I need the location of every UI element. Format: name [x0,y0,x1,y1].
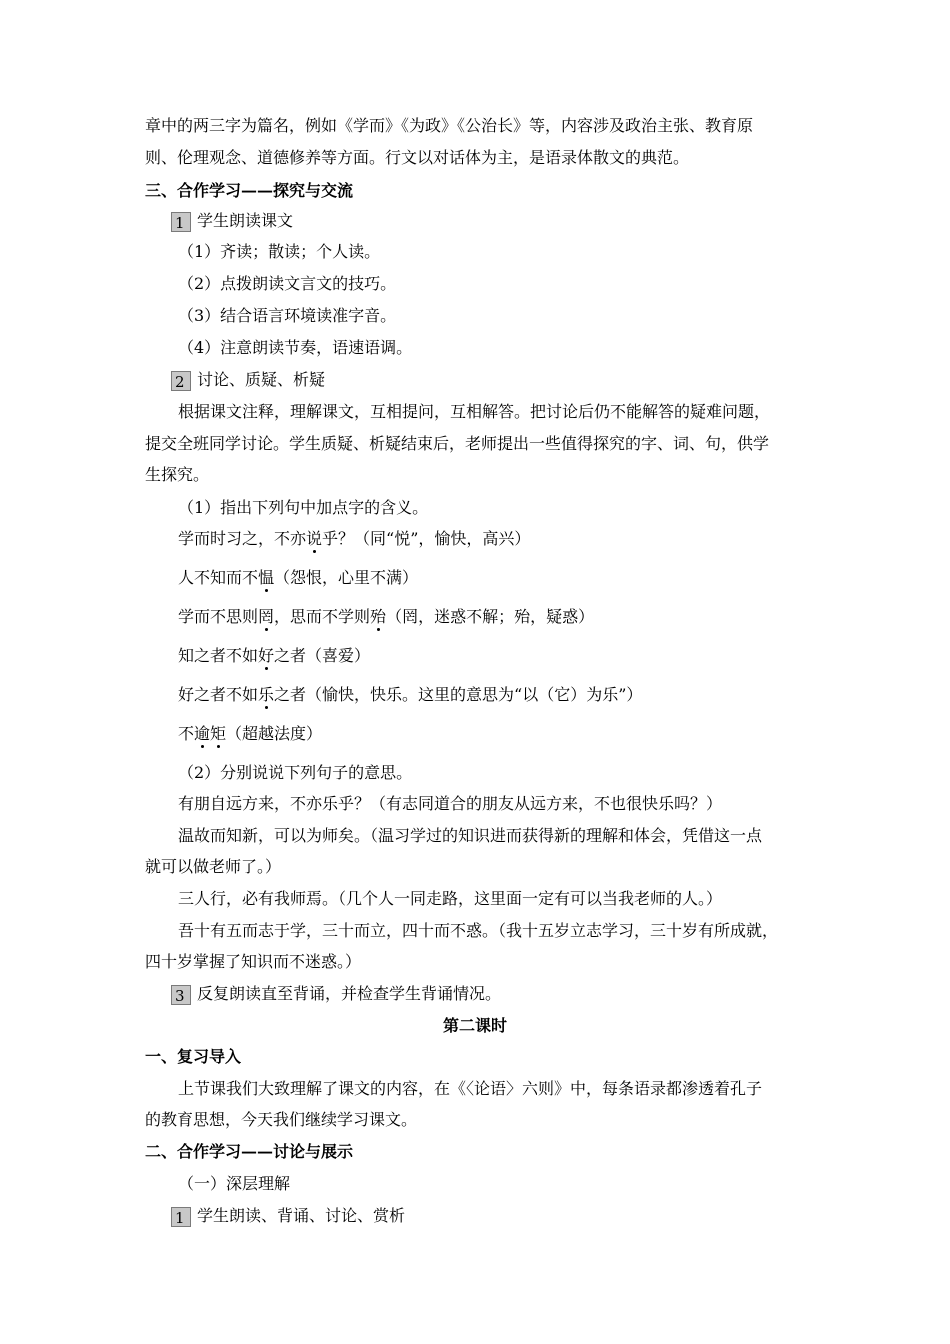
example-text: 好之者不如 [178,685,259,704]
coop-heading: 二、合作学习——讨论与展示 [145,1142,354,1161]
section-3-heading: 三、合作学习——探究与交流 [145,181,354,200]
example-line [178,684,642,706]
example-line [178,567,418,589]
emphasized-char: 乐 [258,685,275,704]
step-title: 学生朗读课文 [197,211,294,230]
step-2-heading [171,369,325,391]
example-text: ，思而不学则 [274,607,371,626]
sub-heading: （一）深层理解 [178,1174,291,1193]
example-gloss: 乎？（同“悦”，愉快，高兴） [322,529,531,548]
sentence-line: 温故而知新，可以为师矣。（温习学过的知识进而获得新的理解和体会，凭借这一点 [178,826,763,845]
example-text: 学而时习之，不亦 [178,529,307,548]
step-1-heading [171,210,293,232]
example-text: 学而不思则 [178,607,259,626]
sentence-line: 四十岁掌握了知识而不迷惑。） [145,952,362,971]
emphasized-char: 矩 [210,724,227,743]
emphasized-char: 愠 [258,568,275,587]
example-line [178,723,322,745]
emphasized-char: 说 [306,529,323,548]
example-gloss: （超越法度） [226,724,323,743]
question-2: （2）分别说说下列句子的意思。 [178,763,413,782]
sentence-line: 三人行，必有我师焉。（几个人一同走路，这里面一定有可以当我老师的人。） [178,889,723,908]
intro-line-1: 章中的两三字为篇名，例如《学而》《为政》《公治长》等，内容涉及政治主张、教育原 [145,116,754,135]
step-title: 学生朗读、背诵、讨论、赏析 [197,1206,406,1225]
paragraph-line: 的教育思想，今天我们继续学习课文。 [145,1110,418,1129]
list-item: （1）齐读；散读；个人读。 [178,242,381,261]
step-title: 反复朗读直至背诵，并检查学生背诵情况。 [197,984,502,1003]
step-number-badge: 1 [171,1207,191,1227]
example-line [178,606,594,628]
example-text: 不 [178,724,195,743]
question-1: （1）指出下列句中加点字的含义。 [178,498,429,517]
emphasized-char: 罔 [258,607,275,626]
example-gloss: 之者（喜爱） [274,646,371,665]
example-gloss: 之者（愉快，快乐。这里的意思为“以（它）为乐”） [274,685,643,704]
list-item: （3）结合语言环境读准字音。 [178,306,397,325]
lesson-2-step-1-heading [171,1205,405,1227]
paragraph-line: 根据课文注释，理解课文，互相提问，互相解答。把讨论后仍不能解答的疑难问题， [178,402,771,421]
step-title: 讨论、质疑、析疑 [197,370,326,389]
list-item: （4）注意朗读节奏，语速语调。 [178,338,413,357]
intro-line-2: 则、伦理观念、道德修养等方面。行文以对话体为主，是语录体散文的典范。 [145,148,690,167]
lesson-2-title: 第二课时 [442,1016,507,1035]
emphasized-char: 好 [258,646,275,665]
emphasized-char: 殆 [370,607,387,626]
example-line [178,645,370,667]
paragraph-line: 生探究。 [145,465,210,484]
list-item: （2）点拨朗读文言文的技巧。 [178,274,397,293]
paragraph-line: 提交全班同学讨论。学生质疑、析疑结束后，老师提出一些值得探究的字、词、句，供学 [145,434,770,453]
step-number-badge: 3 [171,985,191,1005]
example-gloss: （罔，迷惑不解；殆，疑惑） [386,607,595,626]
example-text: 人不知而不 [178,568,259,587]
step-3-heading [171,983,501,1005]
example-line [178,528,530,550]
sentence-line: 吾十有五而志于学，三十而立，四十而不惑。（我十五岁立志学习，三十岁有所成就， [178,921,779,940]
review-heading: 一、复习导入 [145,1047,242,1066]
sentence-line: 就可以做老师了。） [145,857,282,876]
step-number-badge: 1 [171,212,191,232]
step-number-badge: 2 [171,371,191,391]
example-gloss: （怨恨，心里不满） [274,568,419,587]
paragraph-line: 上节课我们大致理解了课文的内容，在《〈论语〉六则》中，每条语录都渗透着孔子 [178,1079,763,1098]
emphasized-char: 逾 [194,724,211,743]
example-text: 知之者不如 [178,646,259,665]
sentence-line: 有朋自远方来，不亦乐乎？（有志同道合的朋友从远方来，不也很快乐吗？） [178,794,723,813]
